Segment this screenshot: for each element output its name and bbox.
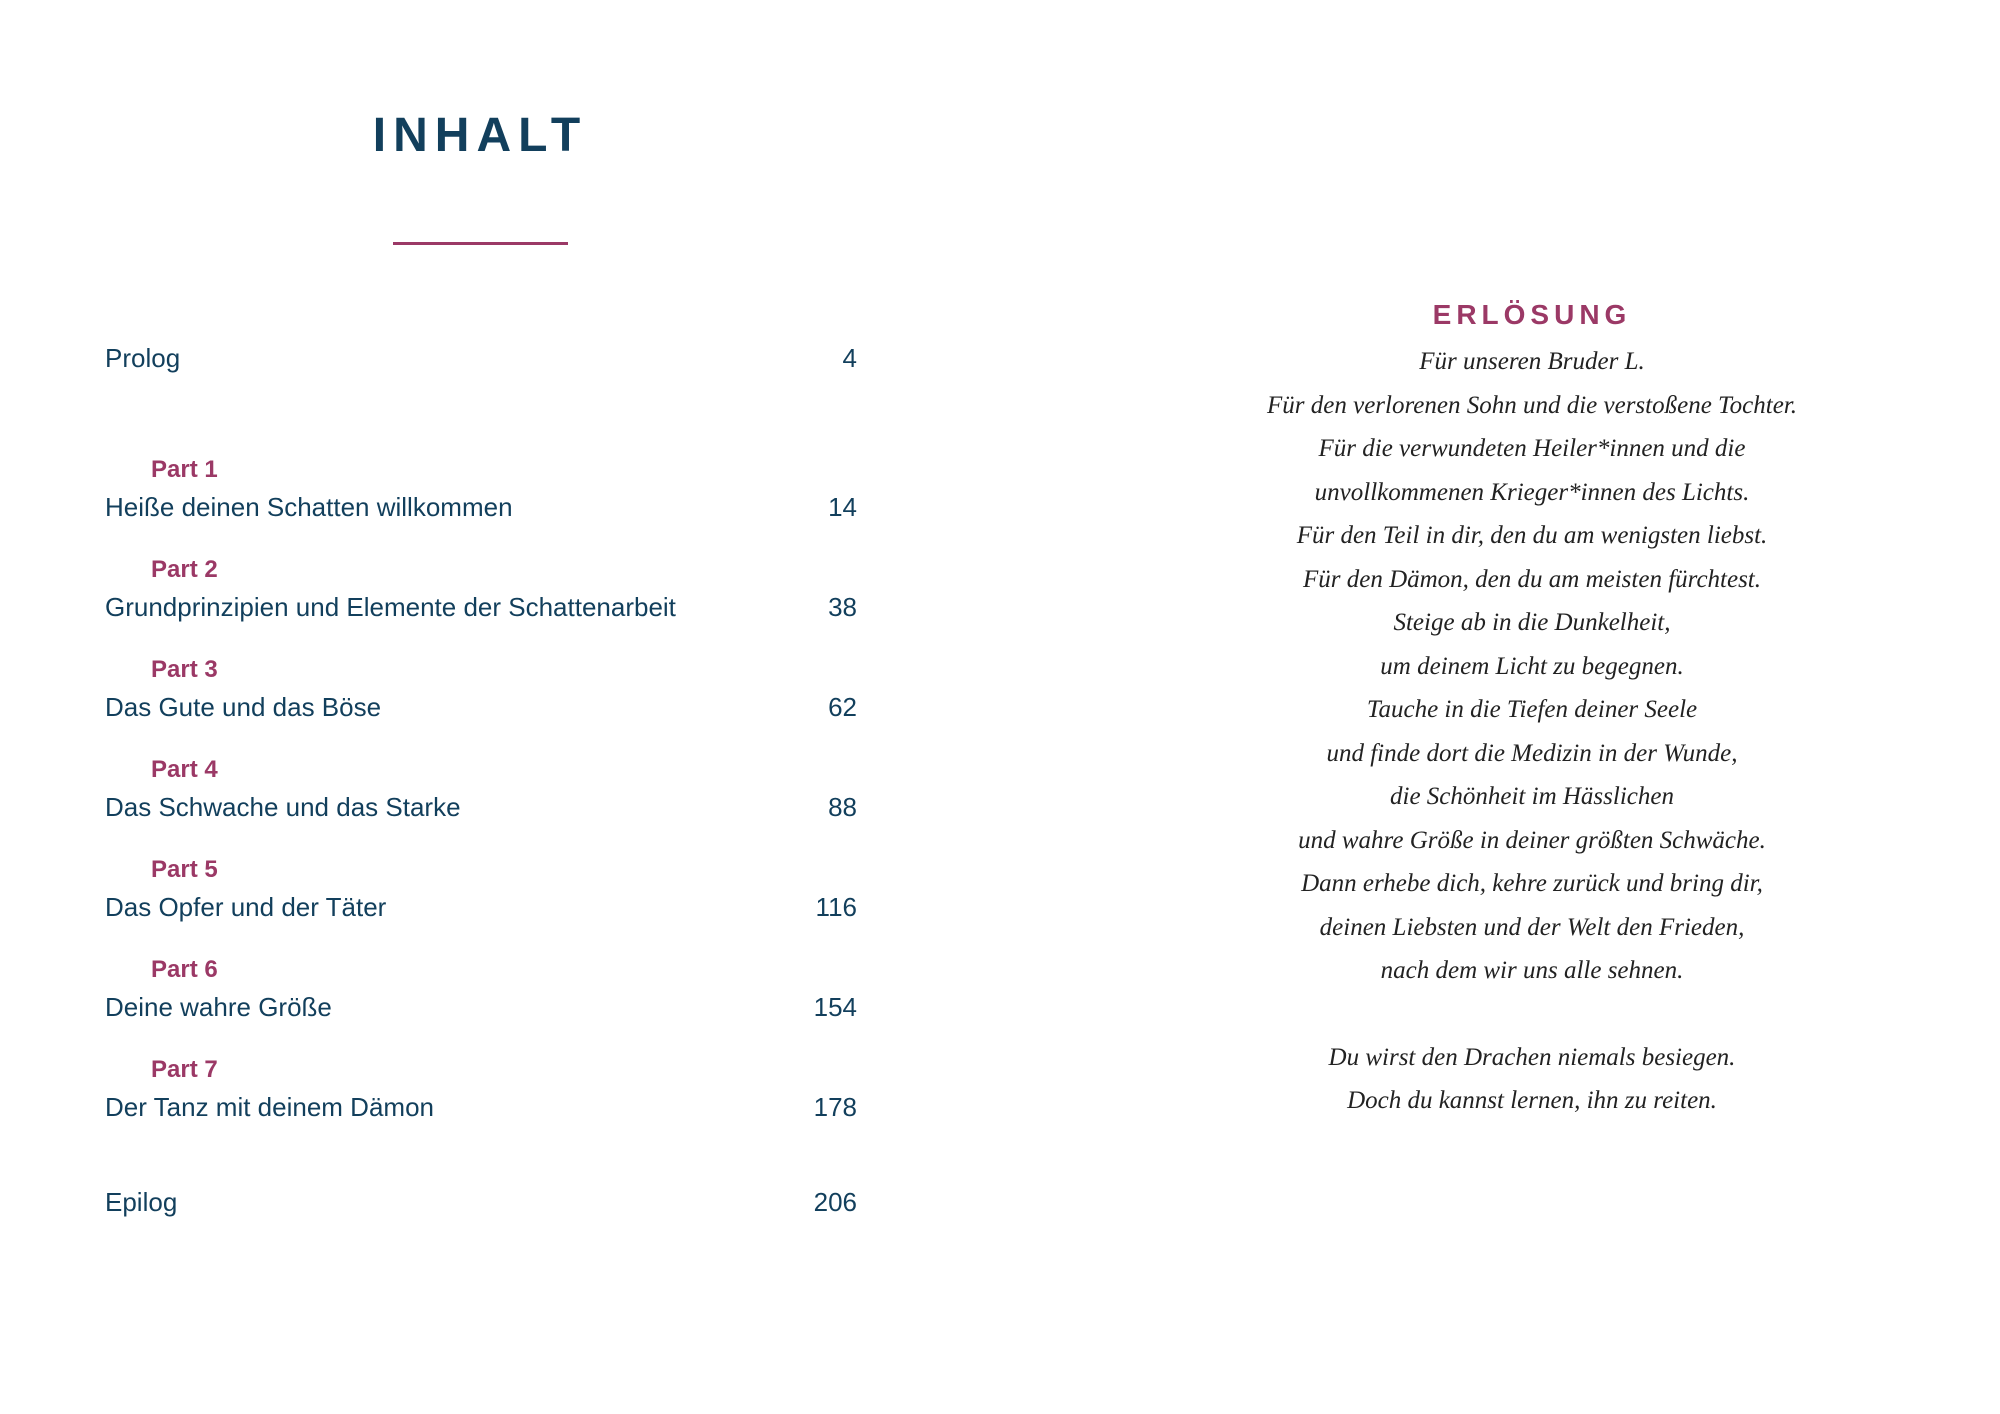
toc-entry-label: Heiße deinen Schatten willkommen [105,492,513,522]
dedication-line: Für unseren Bruder L. [1419,348,1645,375]
toc-entry-label: Epilog [105,1187,178,1217]
dedication-line: die Schönheit im Hässlichen [1390,783,1674,810]
toc-title: INHALT [372,109,588,162]
toc-entry-label: Prolog [105,343,181,373]
dedication-line: und finde dort die Medizin in der Wunde, [1326,739,1738,767]
toc-page-number: 178 [813,1092,857,1122]
toc-row [105,891,857,923]
toc-row [105,1186,857,1218]
dedication-closing-line: Du wirst den Drachen niemals besiegen. [1328,1043,1736,1071]
toc-page-number: 206 [813,1187,857,1217]
toc-entry-label: Das Gute und das Böse [105,692,382,722]
dedication-line: Dann erhebe dich, kehre zurück und bring dir, [1301,870,1763,897]
dedication-line: Für den Teil in dir, den du am wenigsten liebst. [1296,522,1768,549]
toc-page-number: 88 [828,792,857,822]
dedication-line: um deinem Licht zu begegnen. [1380,652,1684,680]
toc-page-number: 14 [828,492,857,522]
dedication-line: deinen Liebsten und der Welt den Frieden, [1319,913,1745,941]
toc-page-number: 4 [842,343,857,373]
dedication-text [1000,340,2000,1123]
toc-page-number: 154 [813,992,857,1022]
toc-row [105,591,857,623]
toc-row [105,342,857,374]
toc-row [105,791,857,823]
toc-part-label: Part 5 [151,856,218,883]
dedication-line: Steige ab in die Dunkelheit, [1393,609,1671,636]
dedication-line: Tauche in die Tiefen deiner Seele [1366,696,1698,723]
toc-row [105,991,857,1023]
toc-part-label: Part 6 [151,956,218,983]
dedication-line: und wahre Größe in deiner größten Schwäche. [1298,826,1766,854]
toc-part-label: Part 3 [151,656,218,683]
dedication-line: Für den verlorenen Sohn und die verstoßene Tochter. [1267,391,1797,419]
toc-part-label: Part 7 [151,1056,218,1083]
toc-page-number: 116 [815,892,857,922]
dedication-line: Für den Dämon, den du am meisten fürchtest. [1302,565,1762,593]
toc-entry-label: Grundprinzipien und Elemente der Schattenarbeit [105,592,676,622]
dedication-line: unvollkommenen Krieger*innen des Lichts. [1314,478,1750,506]
dedication-title: ERLÖSUNG [1432,299,1632,330]
toc-entry-label: Das Opfer und der Täter [105,892,387,922]
toc-page-number: 62 [828,692,857,722]
dedication-page [1000,0,2000,1414]
dedication-line: Für die verwundeten Heiler*innen und die [1318,435,1746,462]
dedication-closing-line: Doch du kannst lernen, ihn zu reiten. [1347,1087,1717,1114]
toc-page-number: 38 [828,592,857,622]
dedication-line: nach dem wir uns alle sehnen. [1380,957,1684,984]
toc-row [105,691,857,723]
toc-row [105,1091,857,1123]
toc-part-label: Part 2 [151,556,218,583]
toc-entry-label: Der Tanz mit deinem Dämon [105,1092,434,1122]
toc-part-label: Part 4 [151,756,218,783]
toc-part-label: Part 1 [151,456,218,483]
toc-entry-label: Das Schwache und das Starke [105,792,461,822]
title-divider [393,242,568,245]
toc-entry-label: Deine wahre Größe [105,992,332,1022]
toc-row [105,491,857,523]
